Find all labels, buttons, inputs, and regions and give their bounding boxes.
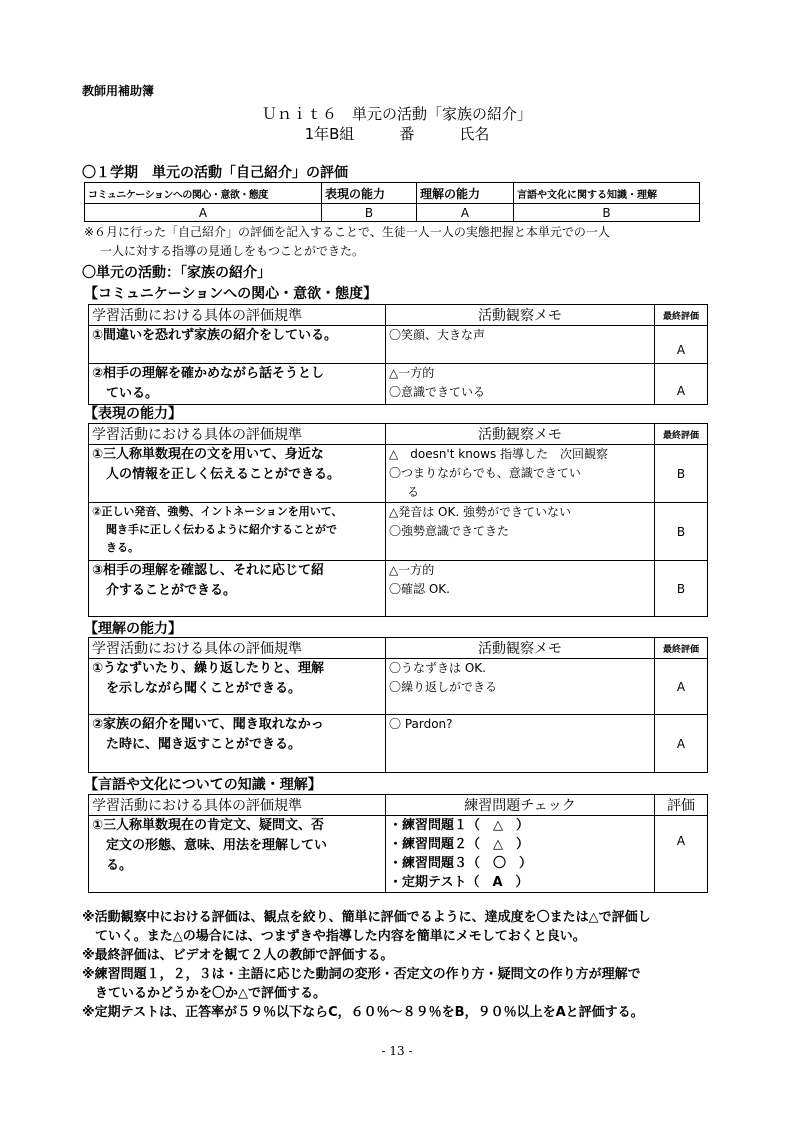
footnote-line: ※活動観察中における評価は、観点を絞り、簡単に評価でるように、達成度を〇または△で評価し — [82, 910, 651, 925]
footnote-line: ていく。また△の場合には、つまずきや指導した内容を簡単にメモしておくと良い。 — [82, 929, 586, 944]
memo-cell: 〇笑顔、大きな声 — [386, 326, 655, 364]
section-heading: 【理解の能力】 — [84, 621, 182, 637]
value-cell: B — [322, 204, 417, 222]
memo-cell: △ doesn't knows 指導した 次回観察 〇つまりながらでも、意識できてい る — [386, 445, 655, 503]
memo-cell: 〇うなずきは OK. 〇繰り返しができる — [386, 659, 655, 715]
header-cell: 学習活動における具体の評価規準 — [89, 638, 386, 659]
grade-cell: A — [655, 715, 708, 773]
page-title: Ｕｎｉｔ６ 単元の活動「家族の紹介」 — [261, 105, 532, 123]
criterion-cell: ①三人称単数現在の肯定文、疑問文、否 定文の形態、意味、用法を理解してい る。 — [89, 816, 386, 893]
table-row — [89, 503, 708, 561]
table-row — [89, 795, 708, 816]
criterion-cell: ②正しい発音、強勢、イントネーションを用いて、 聞き手に正しく伝わるように紹介することがで きる。 — [89, 503, 386, 561]
header-cell: 表現の能力 — [322, 183, 417, 204]
header-cell: 評価 — [655, 795, 708, 816]
header-cell: 最終評価 — [655, 305, 708, 326]
table-row — [85, 204, 700, 222]
value-cell: B — [514, 204, 700, 222]
interest-table — [88, 304, 708, 405]
grade-cell: A — [655, 364, 708, 405]
table-row — [89, 364, 708, 405]
table-row — [89, 424, 708, 445]
term1-note-line: ※６月に行った「自己紹介」の評価を記入することで、生徒一人一人の実態把握と本単元での一人 — [84, 225, 610, 239]
footnote-line: ※最終評価は、ビデオを観て２人の教師で評価する。 — [82, 948, 394, 963]
criterion-cell: ①間違いを恐れず家族の紹介をしている。 — [89, 326, 386, 364]
table-row — [89, 659, 708, 715]
memo-cell: △発音は OK. 強勢ができていない 〇強勢意識できてきた — [386, 503, 655, 561]
criterion-cell: ①うなずいたり、繰り返したりと、理解 を示しながら聞くことができる。 — [89, 659, 386, 715]
grade-cell: A — [655, 326, 708, 364]
grade-cell: A — [655, 816, 708, 893]
expression-table — [88, 423, 708, 617]
header-cell: 理解の能力 — [417, 183, 514, 204]
footnote-line: ※定期テストは、正答率が５９％以下ならC，６０％～８９％をB，９０％以上をAと評価する。 — [82, 1005, 644, 1020]
value-cell: A — [417, 204, 514, 222]
header-cell: 活動観察メモ — [386, 424, 655, 445]
footnote-line: きているかどうかを〇か△で評価する。 — [82, 986, 326, 1001]
footnote-line: ※練習問題１，２，３は・主語に応じた動詞の変形・否定文の作り方・疑問文の作り方が理解で — [82, 967, 641, 982]
table-row — [89, 326, 708, 364]
criterion-cell: ①三人称単数現在の文を用いて、身近な 人の情報を正しく伝えることができる。 — [89, 445, 386, 503]
grade-cell: A — [655, 659, 708, 715]
criterion-cell: ②相手の理解を確かめながら話そうとし ている。 — [89, 364, 386, 405]
grade-cell: B — [655, 445, 708, 503]
term1-table — [84, 182, 700, 222]
class-name-line: 1年B組 番 氏名 — [304, 125, 490, 143]
header-cell: 学習活動における具体の評価規準 — [89, 795, 386, 816]
criterion-cell: ②家族の紹介を聞いて、聞き取れなかっ た時に、聞き返すことができる。 — [89, 715, 386, 773]
page-number: - 13 - — [381, 1044, 413, 1058]
memo-cell: 〇 Pardon? — [386, 715, 655, 773]
knowledge-table — [88, 794, 708, 893]
value-cell: A — [85, 204, 322, 222]
grade-cell: B — [655, 561, 708, 617]
header-cell: コミュニケーションへの関心・意欲・態度 — [85, 183, 322, 204]
section-heading: 【表現の能力】 — [84, 406, 182, 422]
table-row — [85, 183, 700, 204]
table-row — [89, 305, 708, 326]
footnotes — [82, 908, 722, 1022]
term1-note-line: 一人に対する指導の見通しをもつことができた。 — [100, 244, 365, 258]
header-cell: 学習活動における具体の評価規準 — [89, 424, 386, 445]
term1-heading: 〇１学期 単元の活動「自己紹介」の評価 — [82, 165, 348, 181]
header-cell: 最終評価 — [655, 424, 708, 445]
table-row — [89, 561, 708, 617]
table-row — [89, 445, 708, 503]
unit-heading: 〇単元の活動：｢家族の紹介｣ — [82, 265, 264, 281]
section-heading: 【コミュニケーションへの関心・意欲・態度】 — [84, 286, 378, 302]
table-row — [89, 715, 708, 773]
memo-cell: △一方的 〇意識できている — [386, 364, 655, 405]
header-label: 教師用補助簿 — [82, 84, 155, 98]
header-cell: 活動観察メモ — [386, 305, 655, 326]
table-row — [89, 638, 708, 659]
header-cell: 学習活動における具体の評価規準 — [89, 305, 386, 326]
check-cell: ・練習問題１（ △ ） ・練習問題２（ △ ） ・練習問題３（ 〇 ） ・定期テスト（ A ） — [386, 816, 655, 893]
header-cell: 言語や文化に関する知識・理解 — [514, 183, 700, 204]
header-cell: 活動観察メモ — [386, 638, 655, 659]
header-cell: 練習問題チェック — [386, 795, 655, 816]
table-row — [89, 816, 708, 893]
comprehension-table — [88, 637, 708, 773]
criterion-cell: ③相手の理解を確認し、それに応じて紹 介することができる。 — [89, 561, 386, 617]
grade-cell: B — [655, 503, 708, 561]
memo-cell: △一方的 〇確認 OK. — [386, 561, 655, 617]
header-cell: 最終評価 — [655, 638, 708, 659]
section-heading: 【言語や文化についての知識・理解】 — [84, 777, 322, 793]
